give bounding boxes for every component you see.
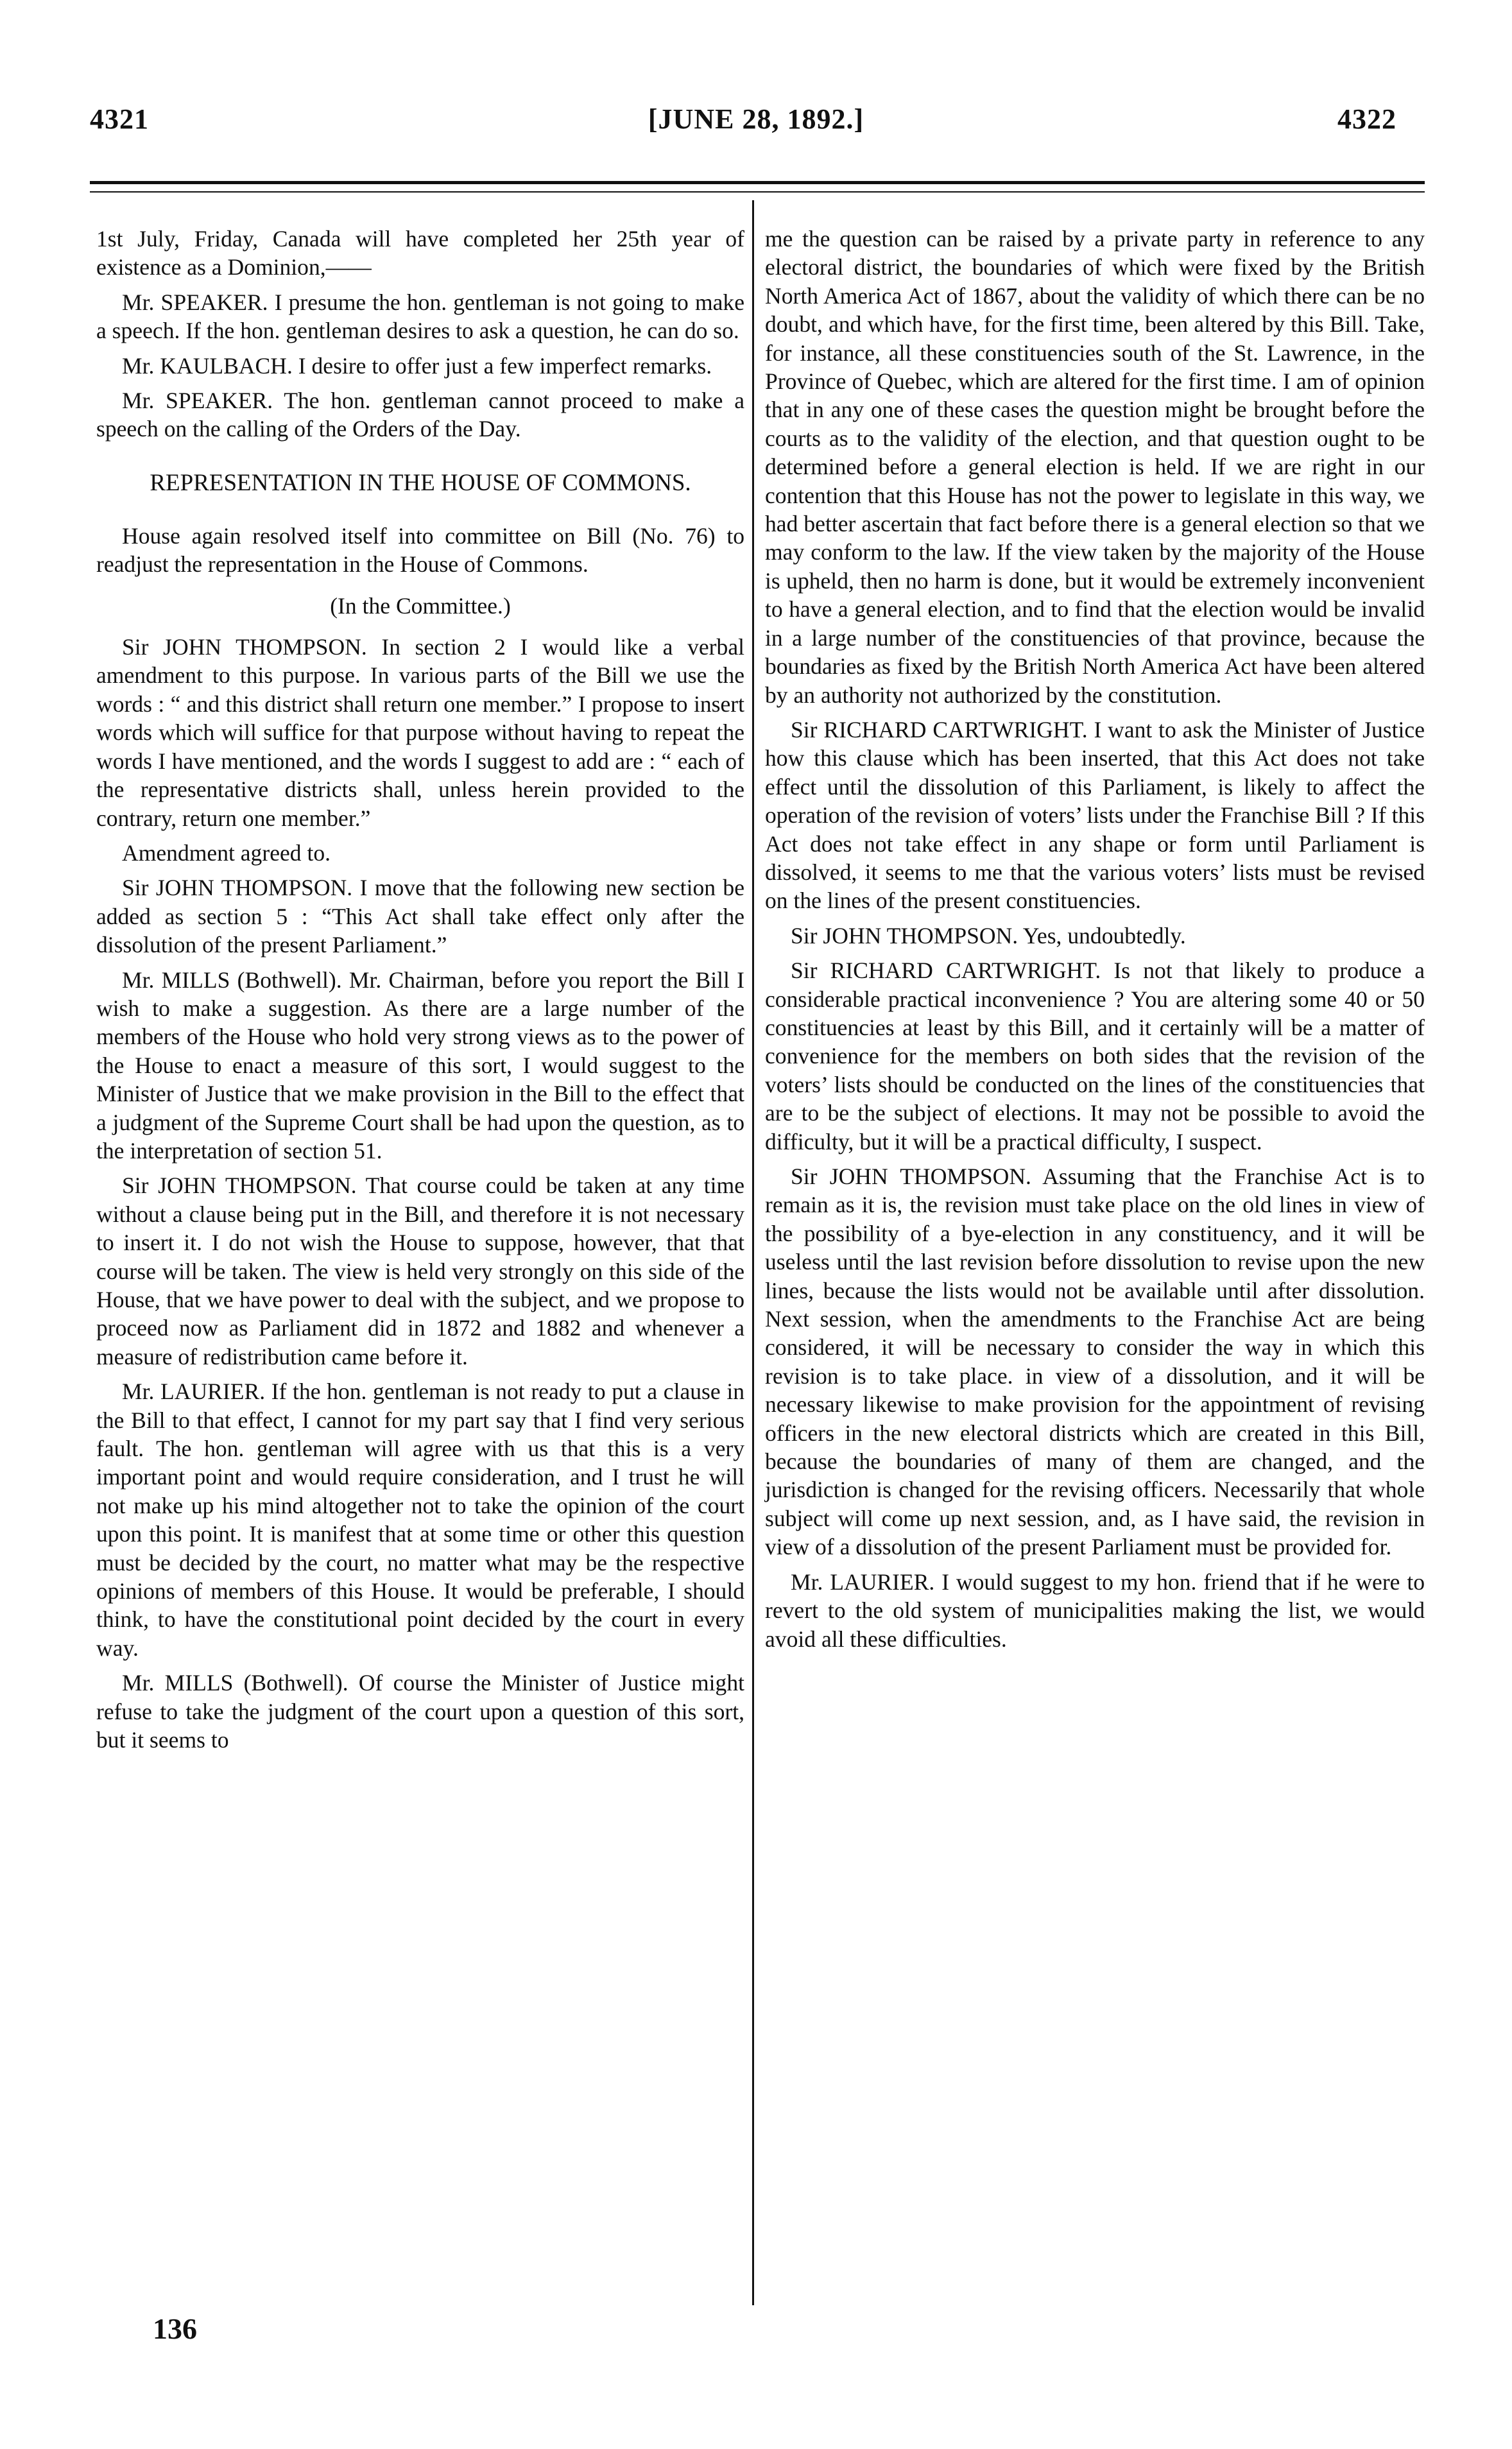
header-rule-thin xyxy=(90,191,1425,193)
right-page-number: 4322 xyxy=(1337,103,1396,135)
paragraph: Sir JOHN THOMPSON. In section 2 I would like a verbal amendment to this purpose. In various parts of the Bill we use the words : “ and this district shall return one member.” I propose to insert words which will suffice for that purpose without having to repeat the words I have mentioned, and the words I suggest to add are : “ each of the representative districts shall, unless herein provided to the contrary, return one member.” xyxy=(96,634,744,831)
paragraph: House again resolved itself into committee on Bill (No. 76) to readjust the representation in the House of Commons. xyxy=(96,522,744,578)
paragraph: Amendment agreed to. xyxy=(122,839,331,866)
printer-signature: 136 xyxy=(153,2312,197,2345)
paragraph: me the question can be raised by a private party in reference to any electoral district, the boundaries of which were fixed by the British North America Act of 1867, about the validity of which there can be no doubt, and which have, for the first time, been altered by this Bill. Take, for instance, all these constituencies south of the St. Lawrence, in the Province of Quebec, which are altered for the first time. I am of opinion that in any one of these cases the question might be brought before the courts as to the validity of the election, and that question ought to be determined before a general election is held. If we are right in our contention that this House has not the power to legislate in this way, we had better ascertain that fact before there is a general election so that we may conform to the law. If the view taken by the majority of the House is upheld, then no harm is done, but it would be extremely inconvenient to have a general election, and to find that the election would be invalid in a large number of the constituencies of that province, because the boundaries as fixed by the British North America Act have been altered by an authority not authorized by the constitution. xyxy=(765,226,1425,708)
paragraph: Sir JOHN THOMPSON. That course could be taken at any time without a clause being put in the Bill, and therefore it is not necessary to insert it. I do not wish the House to suppose, however, that that course will be taken. The view is held very strongly on this side of the House, that we have power to deal with the subject, and we propose to proceed now as Parliament did in 1872 and 1882 and whenever a measure of redistribution came before it. xyxy=(96,1173,744,1370)
paragraph: Mr. LAURIER. I would suggest to my hon. friend that if he were to revert to the old system of municipalities making the list, we would avoid all these difficulties. xyxy=(765,1568,1425,1652)
right-column xyxy=(765,225,1425,1660)
committee-note: (In the Committee.) xyxy=(330,592,511,619)
header-rule-thick xyxy=(90,181,1425,184)
column-divider xyxy=(752,200,754,2305)
left-page-number: 4321 xyxy=(90,103,149,135)
paragraph: Sir RICHARD CARTWRIGHT. I want to ask the Minister of Justice how this clause which has been inserted, that this Act does not take effect until the dissolution of this Parliament, is likely to affect the operation of the revision of voters’ lists under the Franchise Bill ? If this Act does not take effect in any shape or form until Parliament is dissolved, it seems to me that the various voters’ lists must be revised on the lines of the present constituencies. xyxy=(765,716,1425,914)
section-heading: REPRESENTATION IN THE HOUSE OF COMMONS. xyxy=(150,469,691,496)
page-date: [JUNE 28, 1892.] xyxy=(648,103,864,135)
paragraph: Mr. KAULBACH. I desire to offer just a few imperfect remarks. xyxy=(122,352,712,379)
paragraph: Mr. LAURIER. If the hon. gentleman is not ready to put a clause in the Bill to that effect, I cannot for my part say that I find very serious fault. The hon. gentleman will agree with us that this is a very important point and would require consideration, and I trust he will not make up his mind altogether not to take the opinion of the court upon this point. It is manifest that at some time or other this question must be decided by the court, no matter what may be the respective opinions of members of this House. It would be preferable, I should think, to have the constitutional point decided by the court in every way. xyxy=(96,1379,744,1661)
paragraph: Sir JOHN THOMPSON. Assuming that the Franchise Act is to remain as it is, the revision must take place on the old lines in view of the possibility of a bye-election in any constituency, and it will be useless until the last revision before dissolution to revise upon the new lines, because the lists would not be available until after dissolution. Next session, when the amendments to the Franchise Act are being considered, it will be necessary to consider the way in which this revision is to take place. in view of a dissolution, and it will be necessary likewise to make provision for the appointment of revising officers in the new electoral districts which are created in this Bill, because the boundaries of many of them are changed, and the jurisdiction is changed for the revising officers. Necessarily that whole subject will come up next session, and, as I have said, the revision in view of a dissolution of the present Parliament must be provided for. xyxy=(765,1164,1425,1560)
paragraph: 1st July, Friday, Canada will have completed her 25th year of existence as a Dominion,—— xyxy=(96,226,744,280)
paragraph: Mr. SPEAKER. I presume the hon. gentleman is not going to make a speech. If the hon. gentleman desires to ask a question, he can do so. xyxy=(96,289,744,344)
paragraph: Mr. SPEAKER. The hon. gentleman cannot proceed to make a speech on the calling of the Orders of the Day. xyxy=(96,388,744,442)
paragraph: Sir JOHN THOMPSON. Yes, undoubtedly. xyxy=(791,922,1186,949)
paragraph: Sir RICHARD CARTWRIGHT. Is not that likely to produce a considerable practical inconvenience ? You are altering some 40 or 50 constituencies at least by this Bill, and it certainly will be a matter of convenience for the members on both sides that the revision of the voters’ lists should be conducted on the lines of the constituencies that are to be the subject of elections. It may not be possible to avoid the difficulty, but it will be a practical difficulty, I suspect. xyxy=(765,958,1425,1155)
left-column xyxy=(96,225,744,1761)
paragraph: Mr. MILLS (Bothwell). Of course the Minister of Justice might refuse to take the judgment of the court upon a question of this sort, but it seems to xyxy=(96,1670,744,1753)
paragraph: Sir JOHN THOMPSON. I move that the following new section be added as section 5 : “This Act shall take effect only after the dissolution of the present Parliament.” xyxy=(96,875,744,958)
paragraph: Mr. MILLS (Bothwell). Mr. Chairman, before you report the Bill I wish to make a suggestion. As there are a large number of the members of the House who hold very strong views as to the power of the House to enact a measure of this sort, I would suggest to the Minister of Justice that we make provision in the Bill to the effect that a judgment of the Supreme Court shall be had upon the question, as to the interpretation of section 51. xyxy=(96,967,744,1164)
